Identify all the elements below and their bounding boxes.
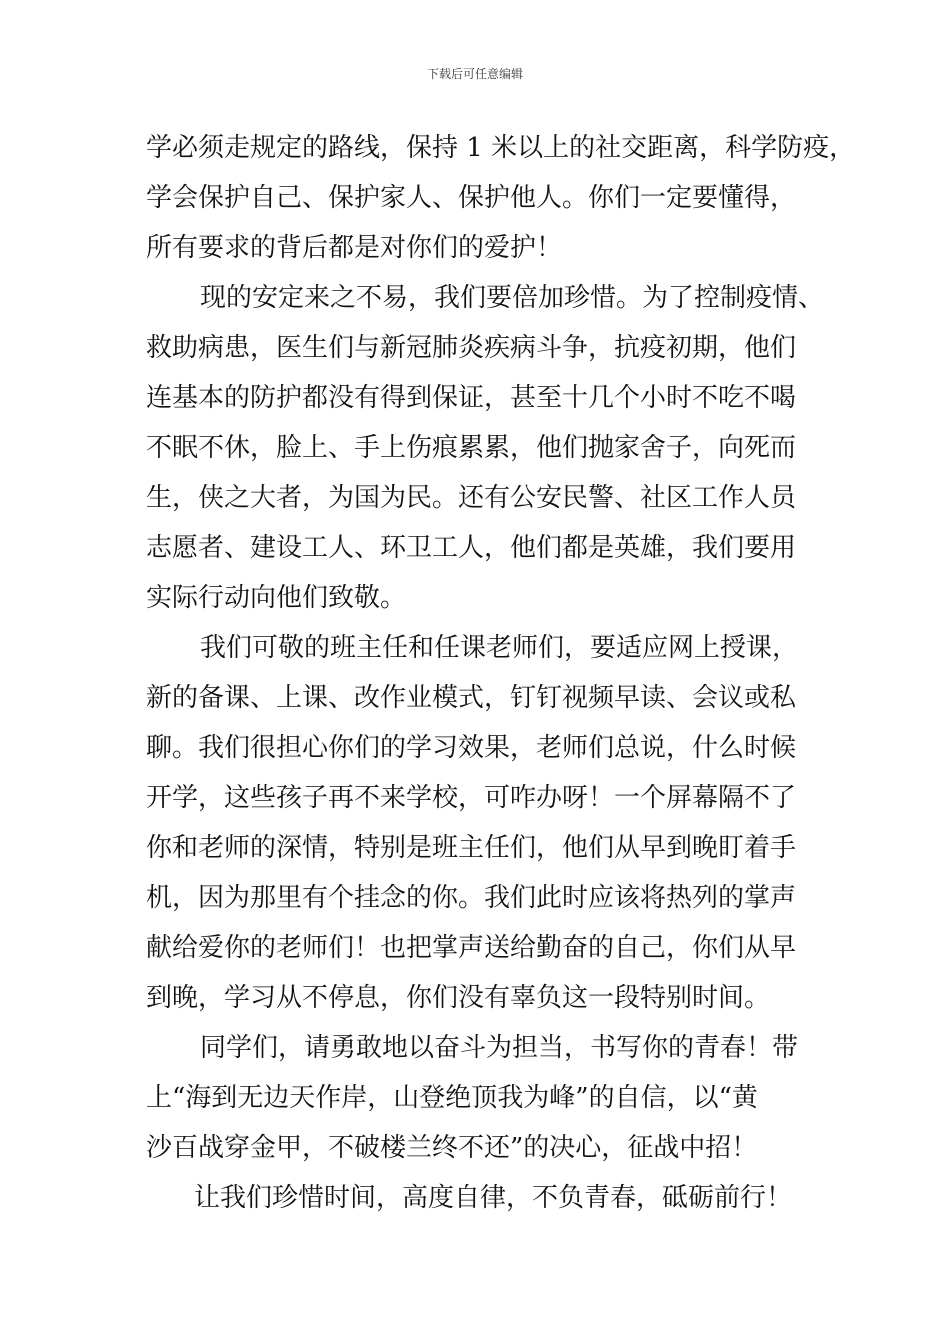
text-line: 你和老师的深情，特别是班主任们，他们从早到晚盯着手 <box>146 833 797 863</box>
text-line: 聊。我们很担心你们的学习效果，老师们总说，什么时候 <box>146 733 797 763</box>
paragraph-start-line: 同学们，请勇敢地以奋斗为担当，书写你的青春！带 <box>200 1033 799 1063</box>
text-line: 志愿者、建设工人、环卫工人，他们都是英雄，我们要用 <box>146 533 797 563</box>
text-line: 新的备课、上课、改作业模式，钉钉视频早读、会议或私 <box>146 683 797 713</box>
text-line: 机，因为那里有个挂念的你。我们此时应该将热列的掌声 <box>146 883 797 913</box>
text-line: 所有要求的背后都是对你们的爱护！ <box>146 233 563 263</box>
paragraph-start-line: 现的安定来之不易，我们要倍加珍惜。为了控制疫情、 <box>200 283 825 313</box>
text-line: 沙百战穿金甲，不破楼兰终不还”的决心，征战中招！ <box>146 1133 758 1163</box>
text-line: 生，侠之大者，为国为民。还有公安民警、社区工作人员 <box>146 483 797 513</box>
text-line: 开学，这些孩子再不来学校，可咋办呀！一个屏幕隔不了 <box>146 783 797 813</box>
text-line: 学会保护自己、保护家人、保护他人。你们一定要懂得， <box>146 183 797 213</box>
text-line: 献给爱你的老师们！也把掌声送给勤奋的自己，你们从早 <box>146 933 797 963</box>
text-line: 救助病患，医生们与新冠肺炎疾病斗争，抗疫初期，他们 <box>146 333 797 363</box>
page-header-note: 下载后可任意编辑 <box>426 67 523 81</box>
text-line: 学必须走规定的路线，保持 1 米以上的社交距离，科学防疫， <box>146 133 856 163</box>
text-line: 到晚，学习从不停息，你们没有辜负这一段特别时间。 <box>146 983 771 1013</box>
text-line: 不眠不休，脸上、手上伤痕累累，他们抛家舍子，向死而 <box>146 433 797 463</box>
paragraph-start-line: 让我们珍惜时间，高度自律，不负青春，砥砺前行！ <box>194 1183 793 1213</box>
text-line: 实际行动向他们致敬。 <box>146 583 407 613</box>
document-body <box>146 128 856 1228</box>
text-line: 连基本的防护都没有得到保证，甚至十几个小时不吃不喝 <box>146 383 797 413</box>
paragraph-start-line: 我们可敬的班主任和任课老师们，要适应网上授课， <box>200 633 799 663</box>
text-line: 上“海到无边天作岸，山登绝顶我为峰”的自信，以“黄 <box>146 1083 758 1113</box>
